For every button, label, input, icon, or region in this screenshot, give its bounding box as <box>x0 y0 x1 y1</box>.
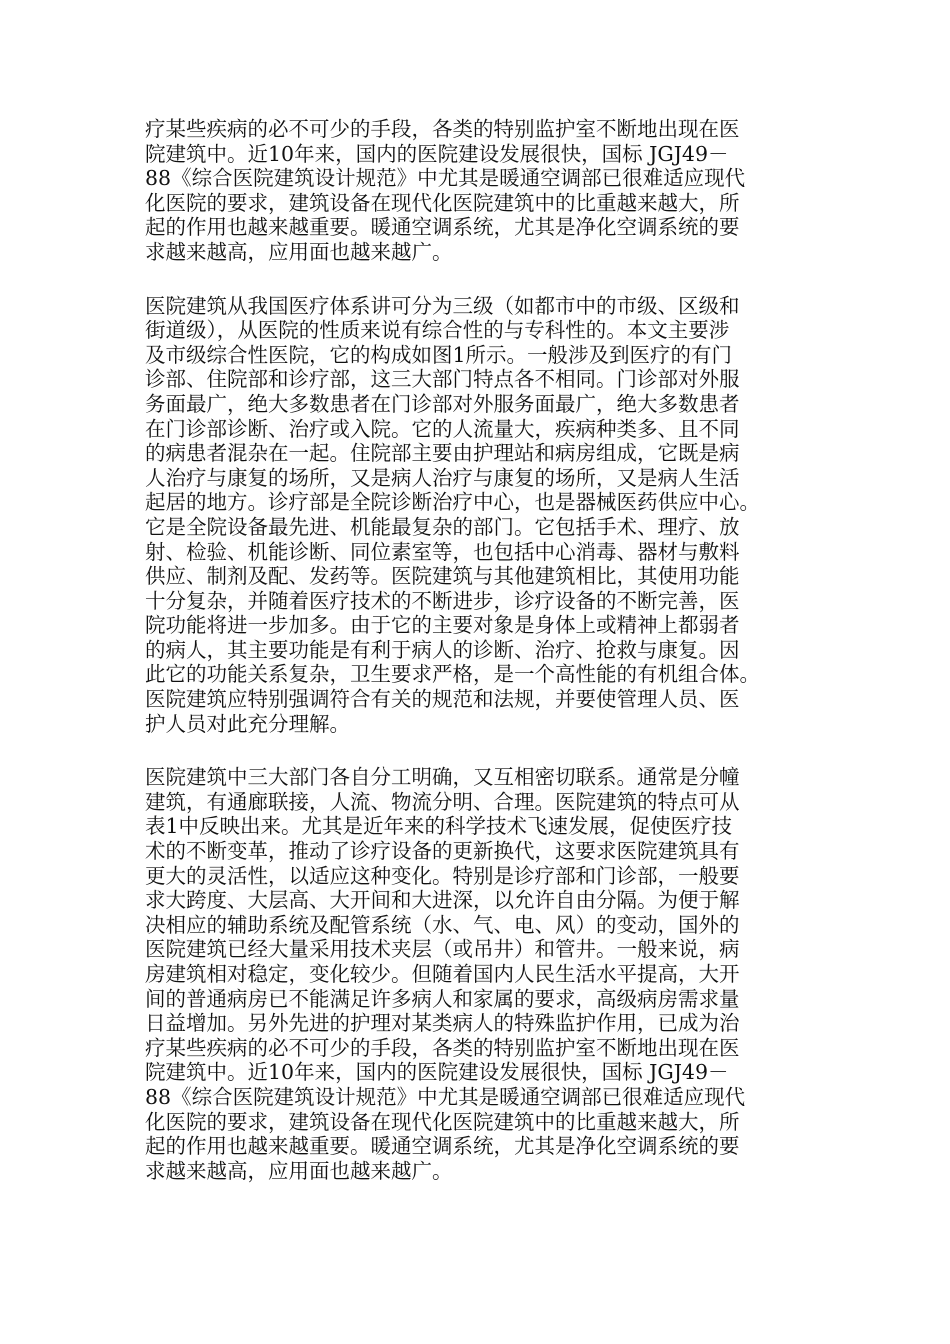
text-line: 88《综合医院建筑设计规范》中尤其是暖通空调部已很难适应现代 <box>145 166 746 191</box>
text-line: 供应、制剂及配、发药等。医院建筑与其他建筑相比，其使用功能 <box>145 564 740 589</box>
document-body <box>145 117 810 1212</box>
text-line: 求大跨度、大层高、大开间和大进深，以允许自由分隔。为便于解 <box>145 888 740 913</box>
text-line: 十分复杂，并随着医疗技术的不断进步，诊疗设备的不断完善，医 <box>145 588 740 613</box>
text-line: 务面最广，绝大多数患者在门诊部对外服务面最广，绝大多数患者 <box>145 391 740 416</box>
text-line: 求越来越高，应用面也越来越广。 <box>145 1158 453 1183</box>
text-line: 射、检验、机能诊断、同位素室等，也包括中心消毒、器材与敷料 <box>145 539 740 564</box>
text-line: 疗某些疾病的必不可少的手段，各类的特别监护室不断地出现在医 <box>145 117 740 141</box>
text-line: 表1中反映出来。尤其是近年来的科学技术飞速发展，促使医疗技 <box>145 814 733 839</box>
text-line: 术的不断变革，推动了诊疗设备的更新换代，这要求医院建筑具有 <box>145 839 740 864</box>
text-line: 起的作用也越来越重要。暖通空调系统，尤其是净化空调系统的要 <box>145 1134 740 1159</box>
paragraph-1 <box>145 117 810 265</box>
text-line: 医院建筑从我国医疗体系讲可分为三级（如都市中的市级、区级和 <box>145 293 740 318</box>
text-line: 此它的功能关系复杂，卫生要求严格，是一个高性能的有机组合体。 <box>145 662 760 687</box>
paragraph-2 <box>145 294 810 737</box>
text-line: 房建筑相对稳定，变化较少。但随着国内人民生活水平提高，大开 <box>145 962 740 986</box>
text-line: 88《综合医院建筑设计规范》中尤其是暖通空调部已很难适应现代 <box>145 1084 746 1109</box>
text-line: 诊部、住院部和诊疗部，这三大部门特点各不相同。门诊部对外服 <box>145 367 740 392</box>
text-line: 起居的地方。诊疗部是全院诊断治疗中心，也是器械医药供应中心。 <box>145 490 760 515</box>
text-line: 它是全院设备最先进、机能最复杂的部门。它包括手术、理疗、放 <box>145 514 740 539</box>
text-line: 街道级），从医院的性质来说有综合性的与专科性的。本文主要涉 <box>145 318 730 343</box>
text-line: 化医院的要求，建筑设备在现代化医院建筑中的比重越来越大，所 <box>145 190 740 215</box>
text-line: 间的普通病房已不能满足许多病人和家属的要求，高级病房需求量 <box>145 986 740 1011</box>
text-line: 疗某些疾病的必不可少的手段，各类的特别监护室不断地出现在医 <box>145 1035 740 1060</box>
text-line: 人治疗与康复的场所，又是病人治疗与康复的场所，又是病人生活 <box>145 465 740 490</box>
text-line: 医院建筑应特别强调符合有关的规范和法规，并要使管理人员、医 <box>145 687 740 712</box>
text-line: 起的作用也越来越重要。暖通空调系统，尤其是净化空调系统的要 <box>145 215 740 240</box>
text-line: 更大的灵活性，以适应这种变化。特别是诊疗部和门诊部，一般要 <box>145 863 740 888</box>
text-line: 决相应的辅助系统及配管系统（水、气、电、风）的变动，国外的 <box>145 912 740 937</box>
text-line: 院建筑中。近10年来，国内的医院建设发展很快，国标 JGJ49－ <box>145 141 729 166</box>
text-line: 及市级综合性医院，它的构成如图1所示。一般涉及到医疗的有门 <box>145 342 733 367</box>
text-line: 日益增加。另外先进的护理对某类病人的特殊监护作用，已成为治 <box>145 1011 740 1036</box>
text-line: 医院建筑中三大部门各自分工明确，又互相密切联系。通常是分幢 <box>145 765 740 790</box>
text-line: 在门诊部诊断、治疗或入院。它的人流量大，疾病种类多、且不同 <box>145 416 740 441</box>
text-line: 院功能将进一步加多。由于它的主要对象是身体上或精神上都弱者 <box>145 613 740 638</box>
text-line: 求越来越高，应用面也越来越广。 <box>145 239 453 264</box>
text-line: 化医院的要求，建筑设备在现代化医院建筑中的比重越来越大，所 <box>145 1109 740 1134</box>
paragraph-3 <box>145 765 810 1183</box>
text-line: 院建筑中。近10年来，国内的医院建设发展很快，国标 JGJ49－ <box>145 1060 729 1085</box>
text-line: 的病患者混杂在一起。住院部主要由护理站和病房组成，它既是病 <box>145 441 740 466</box>
text-line: 建筑，有通廊联接，人流、物流分明、合理。医院建筑的特点可从 <box>145 789 740 814</box>
text-line: 医院建筑已经大量采用技术夹层（或吊井）和管井。一般来说，病 <box>145 937 740 962</box>
text-line: 护人员对此充分理解。 <box>145 711 350 736</box>
text-line: 的病人，其主要功能是有利于病人的诊断、治疗、抢救与康复。因 <box>145 637 740 662</box>
